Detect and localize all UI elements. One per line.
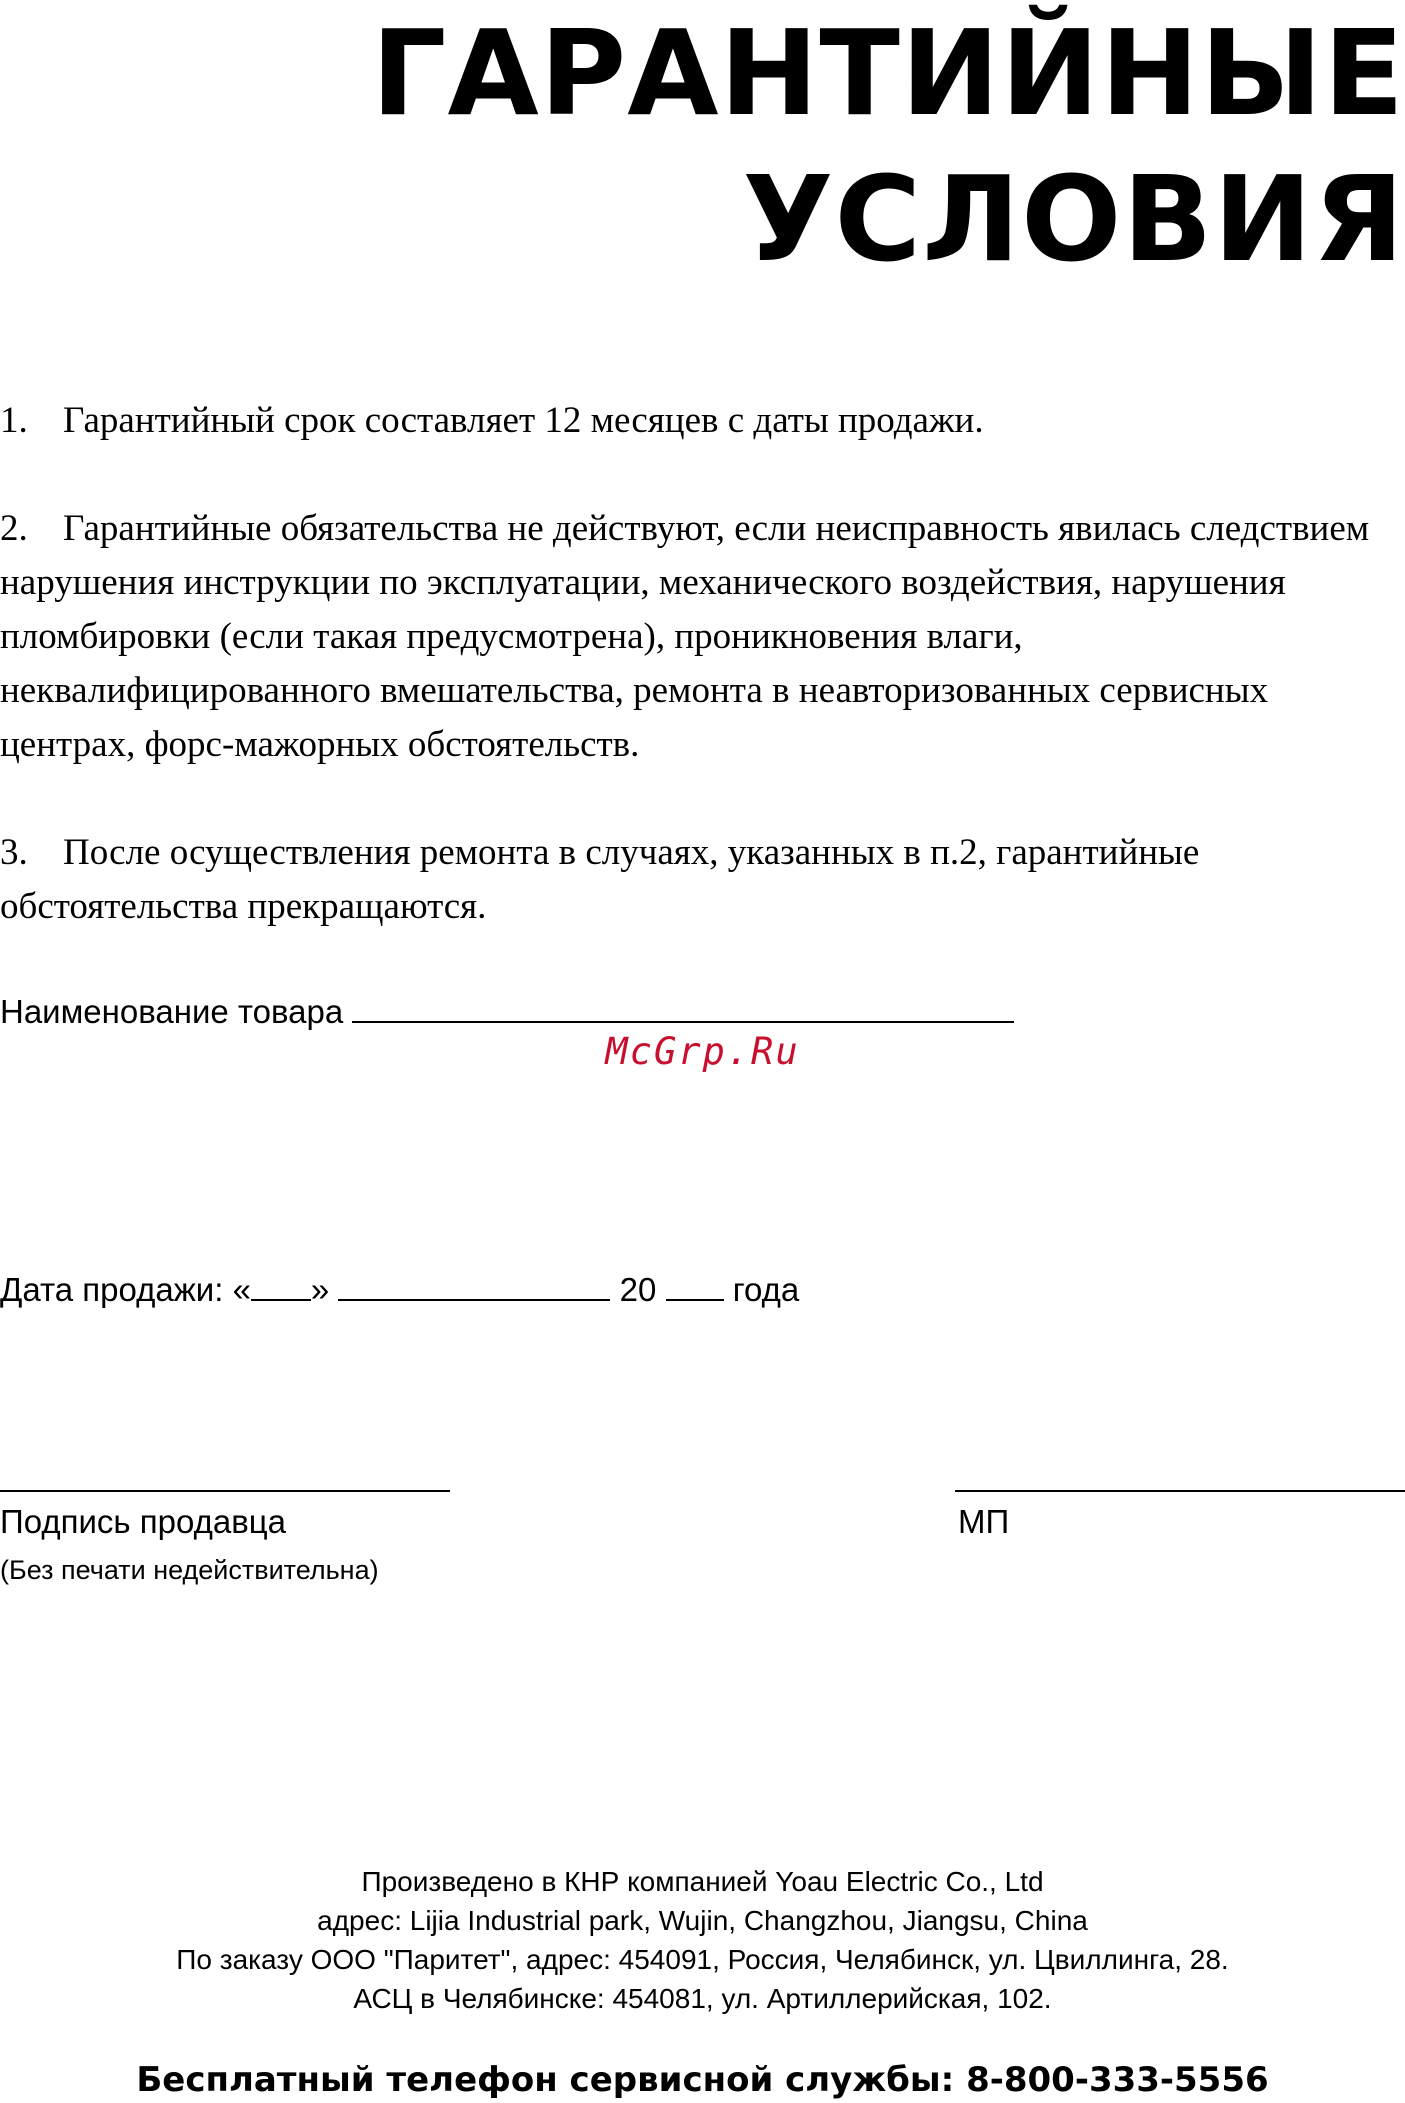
product-name-blank[interactable] [352,993,1014,1023]
manufacturer-line-1: Произведено в КНР компанией Yoau Electric Co., Ltd [361,1866,1044,1897]
year-suffix: года [732,1271,800,1308]
product-name-label: Наименование товара [0,993,344,1030]
sale-date-label: Дата продажи: [0,1271,224,1308]
manufacturer-line-4: АСЦ в Челябинске: 454081, ул. Артиллерийская, 102. [353,1983,1052,2014]
clause-2-text: Гарантийные обязательства не действуют, если неисправность явилась следствием нарушения инструкции по эксплуатации, механического воздействия, нарушения пломбировки (если такая предусмотрена), проникновения влаги, неквалифицированного вмешательства, ремонта в неавторизованных сервисных центрах, форс-мажорных обстоятельств. [0,508,1370,765]
seal-line[interactable] [955,1490,1405,1492]
quote-close: » [310,1271,330,1308]
manufacturer-line-3: По заказу ООО "Паритет", адрес: 454091, Россия, Челябинск, ул. Цвиллинга, 28. [176,1944,1229,1975]
product-name-field [0,992,1014,1032]
manufacturer-info [0,1862,1405,2018]
title-line-1: ГАРАНТИЙНЫЕ [371,4,1405,142]
sale-day-blank[interactable] [251,1271,311,1301]
clause-3-text: После осуществления ремонта в случаях, указанных в п.2, гарантийные обстоятельства прекращаются. [0,832,1200,927]
service-hotline: Бесплатный телефон сервисной службы: 8-800-333-5556 [136,2060,1269,2100]
sale-year-blank[interactable] [666,1271,724,1301]
sale-date-field [0,1270,799,1310]
clause-2-number: 2. [0,508,28,549]
clause-1 [0,394,1380,448]
sale-month-blank[interactable] [338,1271,610,1301]
clause-2 [0,502,1380,772]
seal-label: МП [958,1503,1010,1540]
page-title [371,0,1405,292]
seller-signature-label: Подпись продавца [0,1503,287,1540]
watermark: McGrp.Ru [605,1030,800,1073]
clause-3 [0,826,1380,934]
clause-1-number: 1. [0,400,28,441]
manufacturer-line-2: адрес: Lijia Industrial park, Wujin, Changzhou, Jiangsu, China [317,1905,1088,1936]
clause-3-number: 3. [0,832,28,873]
seal-note: (Без печати недействительна) [0,1555,379,1585]
clause-1-text: Гарантийный срок составляет 12 месяцев с даты продажи. [63,400,984,441]
title-line-2: УСЛОВИЯ [742,150,1405,288]
quote-open: « [232,1271,251,1308]
seller-signature-line[interactable] [0,1490,450,1492]
year-prefix: 20 [619,1271,657,1308]
